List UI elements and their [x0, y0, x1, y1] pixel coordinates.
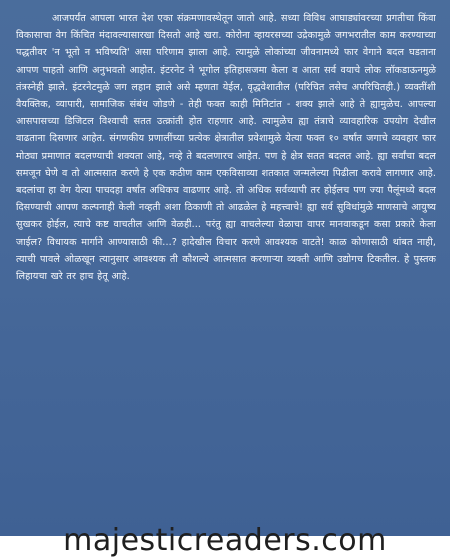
site-watermark: majesticreaders.com — [63, 523, 387, 558]
blurb-paragraph: आजपर्यंत आपला भारत देश एका संक्रमणावस्थेतून जातो आहे. सध्या विविध आघाड्यांवरच्या प्रगतीचा किंवा विकासाचा वेग किंचित मंदावल्यासारखा दिसतो आहे खरा. कोरोना व्हायरसच्या उद्रेकामुळे जगभरातील काम करण्याच्या पद्धतीवर 'न भूतो न भविष्यति' असा परिणाम झाला आहे. त्यामुळे लोकांच्या जीवनामध्ये फार वेगाने बदल घडताना आपण पाहतो आणि अनुभवतो आहोत. इंटरनेट ने भूगोल इतिहासजमा केला व आता सर्व वयाचे लोक लॉकडाऊनमुळे तंत्रस्नेही झाले. इंटरनेटमुळे जग लहान झाले असे म्हणता येईल, वृद्धवेशातील (परिचित तसेच अपरिचितही.) व्यक्तींशी वैयक्तिक, व्यापारी, सामाजिक संबंध जोडणे - तेही फक्त काही मिनिटांत - शक्य झाले आहे ते ह्यामुळेच. आपल्या आसपासच्या डिजिटल विश्वाची सतत उत्क्रांती होत राहणार आहे. त्यामुळेच ह्या तंत्राचे व्यावहारिक उपयोग देखील वाढताना दिसणार आहेत. संगणकीय प्रणालींच्या प्रत्येक क्षेत्रातील प्रवेशामुळे येत्या फक्त १० वर्षांत जगाचे व्यवहार फार मोठ्या प्रमाणात बदलण्याची शक्यता आहे, नव्हे ते बदलणारच आहेत. पण हे क्षेत्र सतत बदलत आहे. ह्या सर्वांचा बदल समजून घेणे व तो आत्मसात करणे हे एक कठीण काम एकविसाव्या शतकात जन्मलेल्या पिढीला करावे लागणार आहे. बदलांचा हा वेग येत्या पाचदहा वर्षांत अधिकच वाढणार आहे. तो अधिक सर्वव्यापी तर होईलच पण ज्या पैलूंमध्ये बदल दिसण्याची आपण कल्पनाही केली नव्हती अशा ठिकाणी तो आढळेल हे महत्त्वाचे! ह्या सर्व सुविधांमुळे माणसाचे आयुष्य सुखकर होईल, त्याचे कष्ट वाचतील आणि वेळही... परंतु ह्या वाचलेल्या वेळाचा वापर मानवाकडून कसा प्रकारे केला जाईल? विधायक मार्गाने आण्यासाठी की...? हादेखील विचार करणे आवश्यक वाटते! काळ कोणासाठी थांबत नाही, त्याची पावले ओळखून त्यानुसार आवश्यक ती कौशल्ये आत्मसात करणाऱ्या व्यक्ती आणि उद्योगच टिकतील. हे पुस्तक लिहायचा खरे तर हाच हेतू आहे. — [16, 13, 436, 283]
